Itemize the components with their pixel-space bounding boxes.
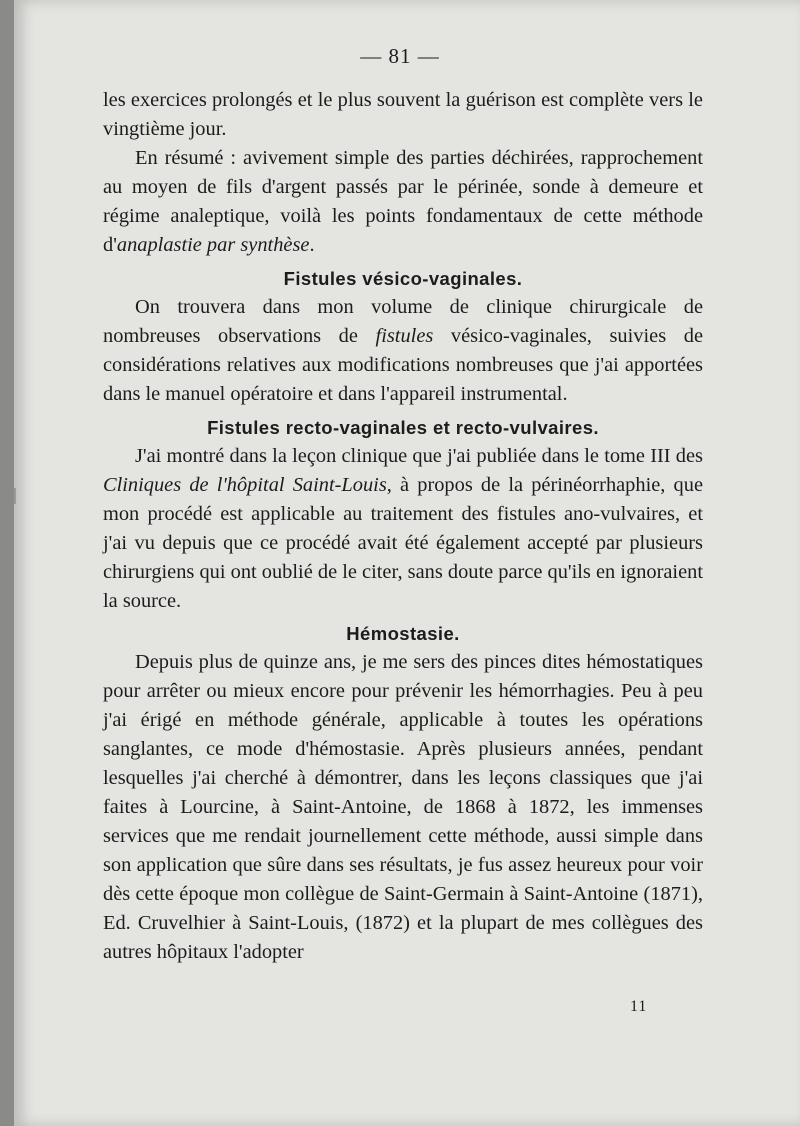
- margin-mark: [14, 488, 16, 504]
- italic-term: fistules: [375, 325, 434, 347]
- section-heading-recto-vaginal: Fistules recto-vaginales et recto-vulvaires.: [207, 417, 599, 438]
- section-heading-hemostasie: Hémostasie.: [346, 623, 460, 644]
- paragraph-summary: En résumé : avivement simple des parties déchirées, rapprochement au moyen de fils d'argent passés par le périnée, sonde à demeure et régime analeptique, voilà les points fondamentaux de cette méthode d'anaplastie par synthèse.: [103, 147, 703, 256]
- signature-mark: 11: [630, 998, 648, 1015]
- paragraph-vesico-vaginal: On trouvera dans mon volume de clinique chirurgicale de nombreuses observations de fistules vésico-vaginales, suivies de considérations relatives aux modifications nombreuses que j'ai apportées dans le manuel opératoire et dans l'appareil instrumental.: [103, 296, 703, 405]
- paragraph-recto-vaginal: J'ai montré dans la leçon clinique que j'ai publiée dans le tome III des Cliniques de l'hôpital Saint-Louis, à propos de la périnéorrhaphie, que mon procédé est applicable au traitement des fistules ano-vulvaires, et j'ai vu depuis que ce procédé avait été également accepté par plusieurs chirurgiens qui ont oublié de le citer, sans doute parce qu'ils en ignoraient la source.: [103, 445, 703, 612]
- page-body: [103, 86, 703, 967]
- italic-title: Cliniques de l'hôpital Saint-Louis: [103, 474, 387, 496]
- paragraph-hemostasie: Depuis plus de quinze ans, je me sers des pinces dites hémostatiques pour arrêter ou mieux encore pour prévenir les hémorrhagies. Peu à peu j'ai érigé en méthode générale, applicable à toutes les opérations sanglantes, ce mode d'hémostasie. Après plusieurs années, pendant lesquelles j'ai cherché à démontrer, dans les leçons classiques que j'ai faites à Lourcine, à Saint-Antoine, de 1868 à 1872, les immenses services que me rendait journellement cette méthode, aussi simple dans son application que sûre dans ses résultats, je fus assez heureux pour voir dès cette époque mon collègue de Saint-Germain à Saint-Antoine (1871), Ed. Cruvelhier à Saint-Louis, (1872) et la plupart de mes collègues des autres hôpitaux l'adopter: [103, 651, 703, 963]
- page-number: — 81 —: [360, 44, 440, 68]
- paragraph-continuation: les exercices prolongés et le plus souvent la guérison est complète vers le vingtième jour.: [103, 89, 703, 140]
- section-heading-vesico-vaginal: Fistules vésico-vaginales.: [283, 268, 523, 289]
- italic-term: anaplastie par synthèse: [116, 234, 310, 256]
